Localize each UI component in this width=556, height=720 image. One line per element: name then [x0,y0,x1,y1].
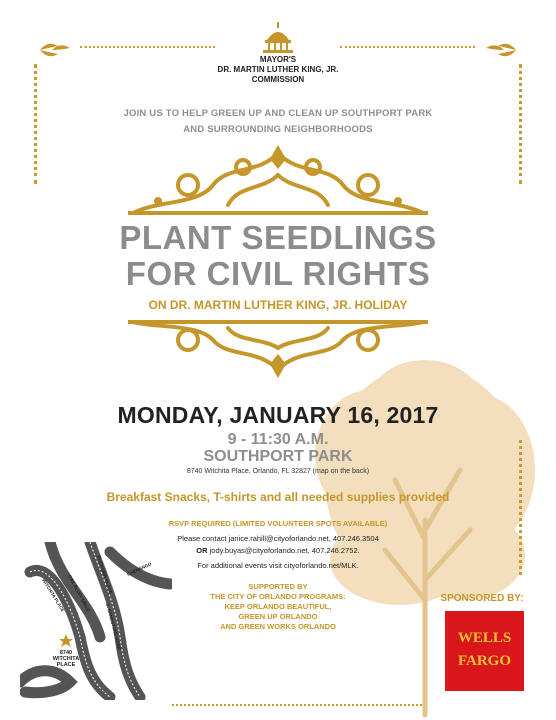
supported-line-3: KEEP ORLANDO BEAUTIFUL, [224,602,332,611]
map-street-witchita: WITCHITA PLACE [41,577,66,613]
supplies-note: Breakfast Snacks, T-shirts and all needed supplies provided [106,490,450,504]
rsvp-heading: RSVP REQUIRED (LIMITED VOLUNTEER SPOTS AVAILABLE) [168,519,388,528]
map-pin-label-1: 8740 [59,650,73,656]
sponsored-by-label: SPONSORED BY: [440,593,524,604]
title-subtitle: ON DR. MARTIN LUTHER KING, JR. HOLIDAY [148,298,408,312]
commission-line-3: COMMISSION [251,75,305,84]
event-time: 9 - 11:30 A.M. [227,431,329,448]
map-street-buckskin: BUCKSKIN PLACE [96,554,114,595]
intro-line-2: AND SURROUNDING NEIGHBORHOODS [183,124,373,135]
event-date: MONDAY, JANUARY 16, 2017 [117,402,439,428]
title-line-1: PLANT SEEDLINGS [119,219,437,256]
top-left-dotted-line [80,46,215,48]
supported-line-1: SUPPORTED BY [248,582,308,591]
map-pin-label-2: WITCHITA [52,656,80,662]
top-right-dotted-line [340,46,475,48]
map-street-sandstone: S. SANDSTONE ROAD [105,602,123,651]
commission-logo-icon [259,22,297,54]
title-line-2: FOR CIVIL RIGHTS [125,255,431,292]
rsvp-or-label: OR [196,546,208,555]
rsvp-contact-2-text: jody.buyas@cityoforlando.net, 407.246.2752. [209,546,360,555]
rsvp-contact-3: For additional events visit cityoforlando.net/MLK. [197,561,359,570]
supported-line-4: GREEN UP ORLANDO [238,612,318,621]
bottom-filigree-ornament-icon [118,318,438,378]
wells-fargo-logo-line-2: FARGO [457,653,512,669]
wells-fargo-logo [445,611,524,691]
supported-line-2: THE CITY OF ORLANDO PROGRAMS: [210,592,346,601]
commission-line-2: DR. MARTIN LUTHER KING, JR. [217,65,339,74]
intro-text [0,106,556,138]
supported-line-5: AND GREEN WORKS ORLANDO [220,622,336,631]
top-filigree-ornament-icon [118,145,438,217]
supported-by-block [168,582,388,632]
map-pin-star-icon [59,634,73,647]
event-address: 8740 Witchita Place, Orlando, FL 32827 (map on the back) [186,468,370,475]
location-map [20,542,172,700]
commission-name [0,55,556,85]
wells-fargo-logo-line-1: WELLS [457,630,512,646]
map-pin-label-3: PLACE [56,662,76,668]
intro-line-1: JOIN US TO HELP GREEN UP AND CLEAN UP SOUTHPORT PARK [123,108,433,119]
map-street-oak-bluff: OAK BLUFF DRIVE [67,574,91,613]
commission-line-1: MAYOR'S [259,55,297,64]
bottom-dotted-line [172,704,422,706]
event-venue: SOUTHPORT PARK [203,448,353,465]
rsvp-contact-1: Please contact janice.rahill@cityoforlando.net, 407.246.3504 [177,534,379,543]
map-street-chenango: CHENANGO [126,561,153,577]
